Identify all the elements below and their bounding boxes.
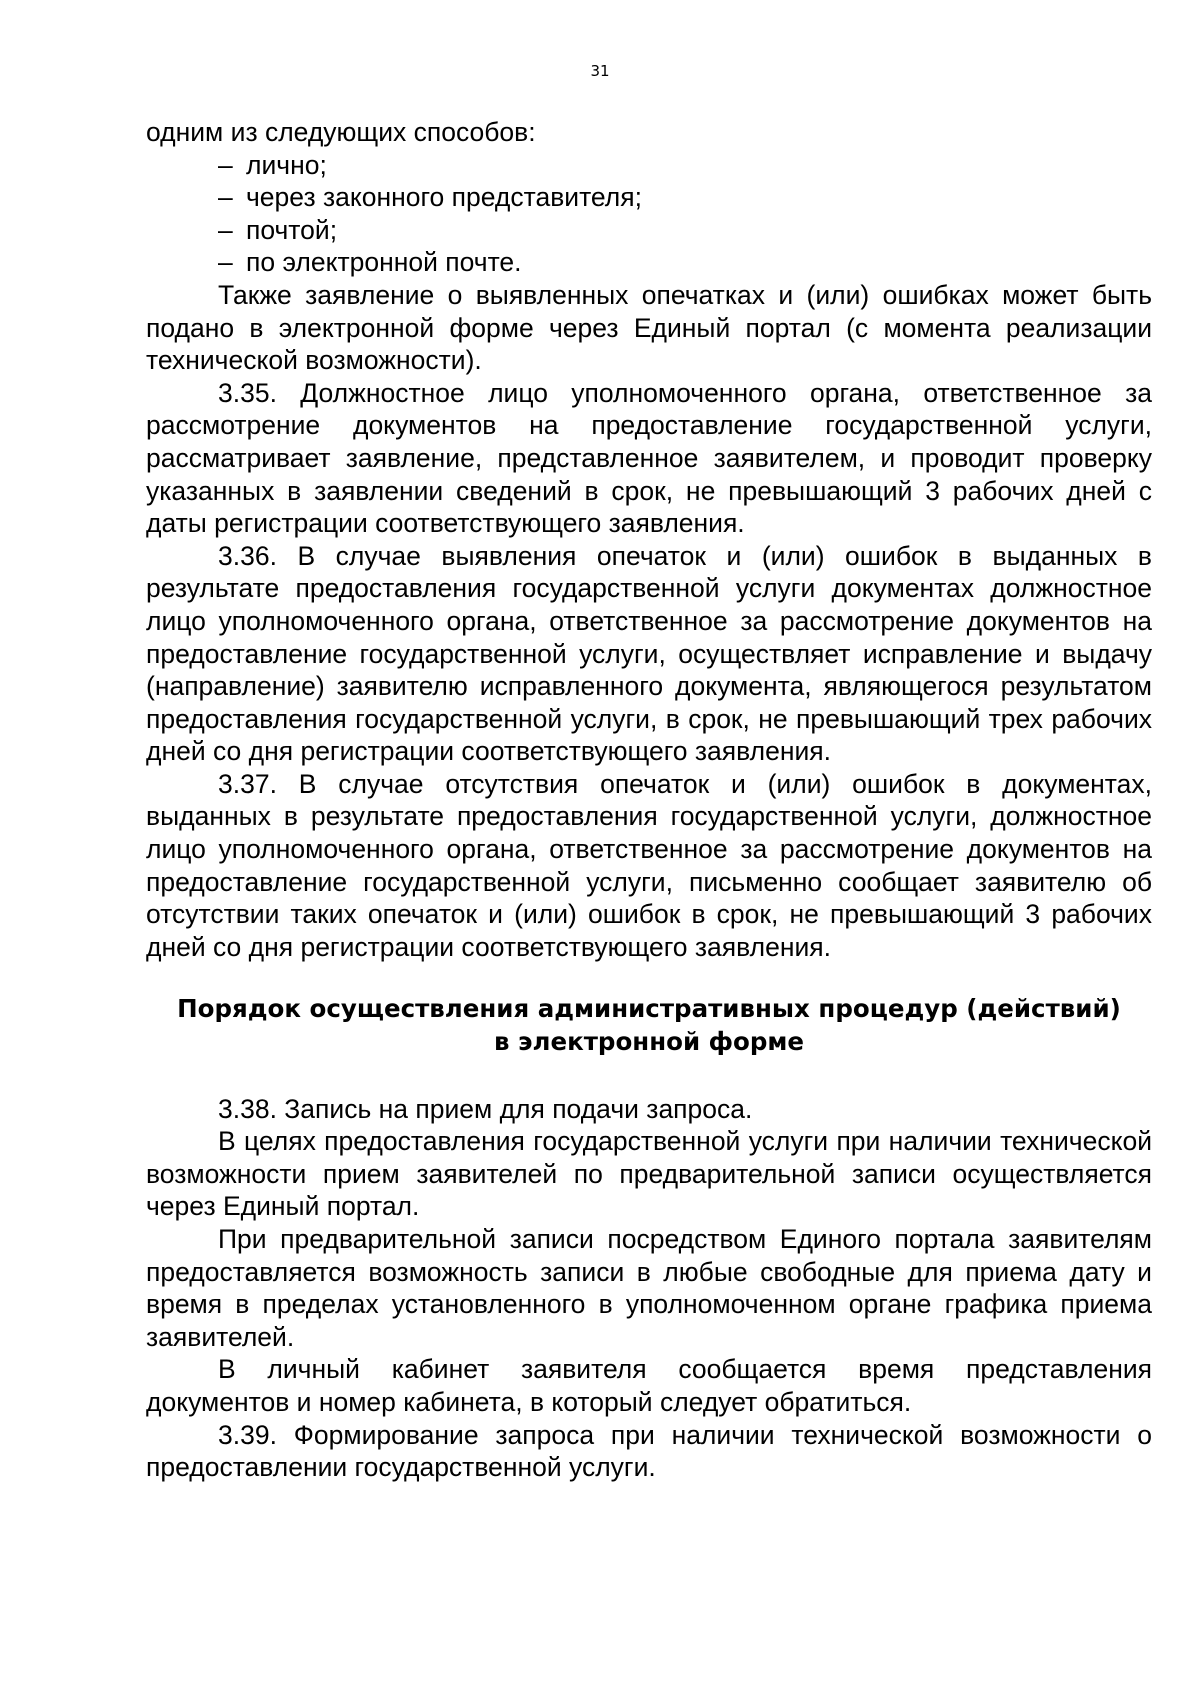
list-item bbox=[146, 214, 1152, 247]
paragraph-3-37: 3.37. В случае отсутствия опечаток и (или) ошибок в документах, выданных в результате предоставления государственной услуги, должностное лицо уполномоченного органа, ответственное за рассмотрение документов на предоставление государственной услуги, письменно сообщает заявителю об отсутствии таких опечаток и (или) ошибок в срок, не превышающий 3 рабочих дней со дня регистрации соответствующего заявления. bbox=[146, 768, 1152, 962]
section-heading-line-1: Порядок осуществления административных процедур (действий) bbox=[177, 994, 1121, 1024]
dash-bullet: – bbox=[218, 247, 233, 278]
paragraph-personal-account: В личный кабинет заявителя сообщается время представления документов и номер кабинета, в который следует обратиться. bbox=[146, 1354, 1152, 1417]
list-item-text: по электронной почте. bbox=[246, 247, 522, 278]
methods-list bbox=[146, 149, 1152, 279]
list-item-text: лично; bbox=[246, 149, 327, 180]
list-item bbox=[146, 181, 1152, 214]
paragraph-preliminary-record: При предварительной записи посредством Единого портала заявителям предоставляется возможность записи в любые свободные для приема дату и время в пределах установленного в уполномоченном органе графика приема заявителей. bbox=[146, 1224, 1152, 1352]
paragraph-3-35: 3.35. Должностное лицо уполномоченного органа, ответственное за рассмотрение документов на предоставление государственной услуги, рассматривает заявление, представленное заявителем, и проводит проверку указанных в заявлении сведений в срок, не превышающий 3 рабочих дней с даты регистрации соответствующего заявления. bbox=[146, 377, 1152, 539]
paragraph-reception-record: В целях предоставления государственной услуги при наличии технической возможности прием заявителей по предварительной записи осуществляется через Единый портал. bbox=[146, 1126, 1152, 1222]
section-heading bbox=[146, 993, 1152, 1058]
page-number: 31 bbox=[590, 62, 610, 80]
list-item-text: через законного представителя; bbox=[246, 182, 642, 213]
dash-bullet: – bbox=[218, 149, 233, 180]
list-item-text: почтой; bbox=[246, 214, 338, 245]
list-item bbox=[146, 149, 1152, 182]
paragraph-electronic-submission: Также заявление о выявленных опечатках и (или) ошибках может быть подано в электронной форме через Единый портал (с момента реализации технической возможности). bbox=[146, 279, 1152, 376]
list-item bbox=[146, 246, 1152, 279]
section-heading-line-2: в электронной форме bbox=[493, 1027, 805, 1057]
paragraph-3-36: 3.36. В случае выявления опечаток и (или) ошибок в выданных в результате предоставления государственной услуги документах должностное лицо уполномоченного органа, ответственное за рассмотрение документов на предоставление государственной услуги, осуществляет исправление и выдачу (направление) заявителю исправленного документа, являющегося результатом предоставления государственной услуги, в срок, не превышающий трех рабочих дней со дня регистрации соответствующего заявления. bbox=[146, 540, 1152, 767]
dash-bullet: – bbox=[218, 214, 233, 245]
paragraph-3-38: 3.38. Запись на прием для подачи запроса. bbox=[218, 1093, 753, 1124]
document-body bbox=[146, 116, 1152, 1484]
paragraph-3-39: 3.39. Формирование запроса при наличии технической возможности о предоставлении государственной услуги. bbox=[146, 1419, 1152, 1483]
dash-bullet: – bbox=[218, 182, 233, 213]
lead-text: одним из следующих способов: bbox=[146, 117, 536, 147]
